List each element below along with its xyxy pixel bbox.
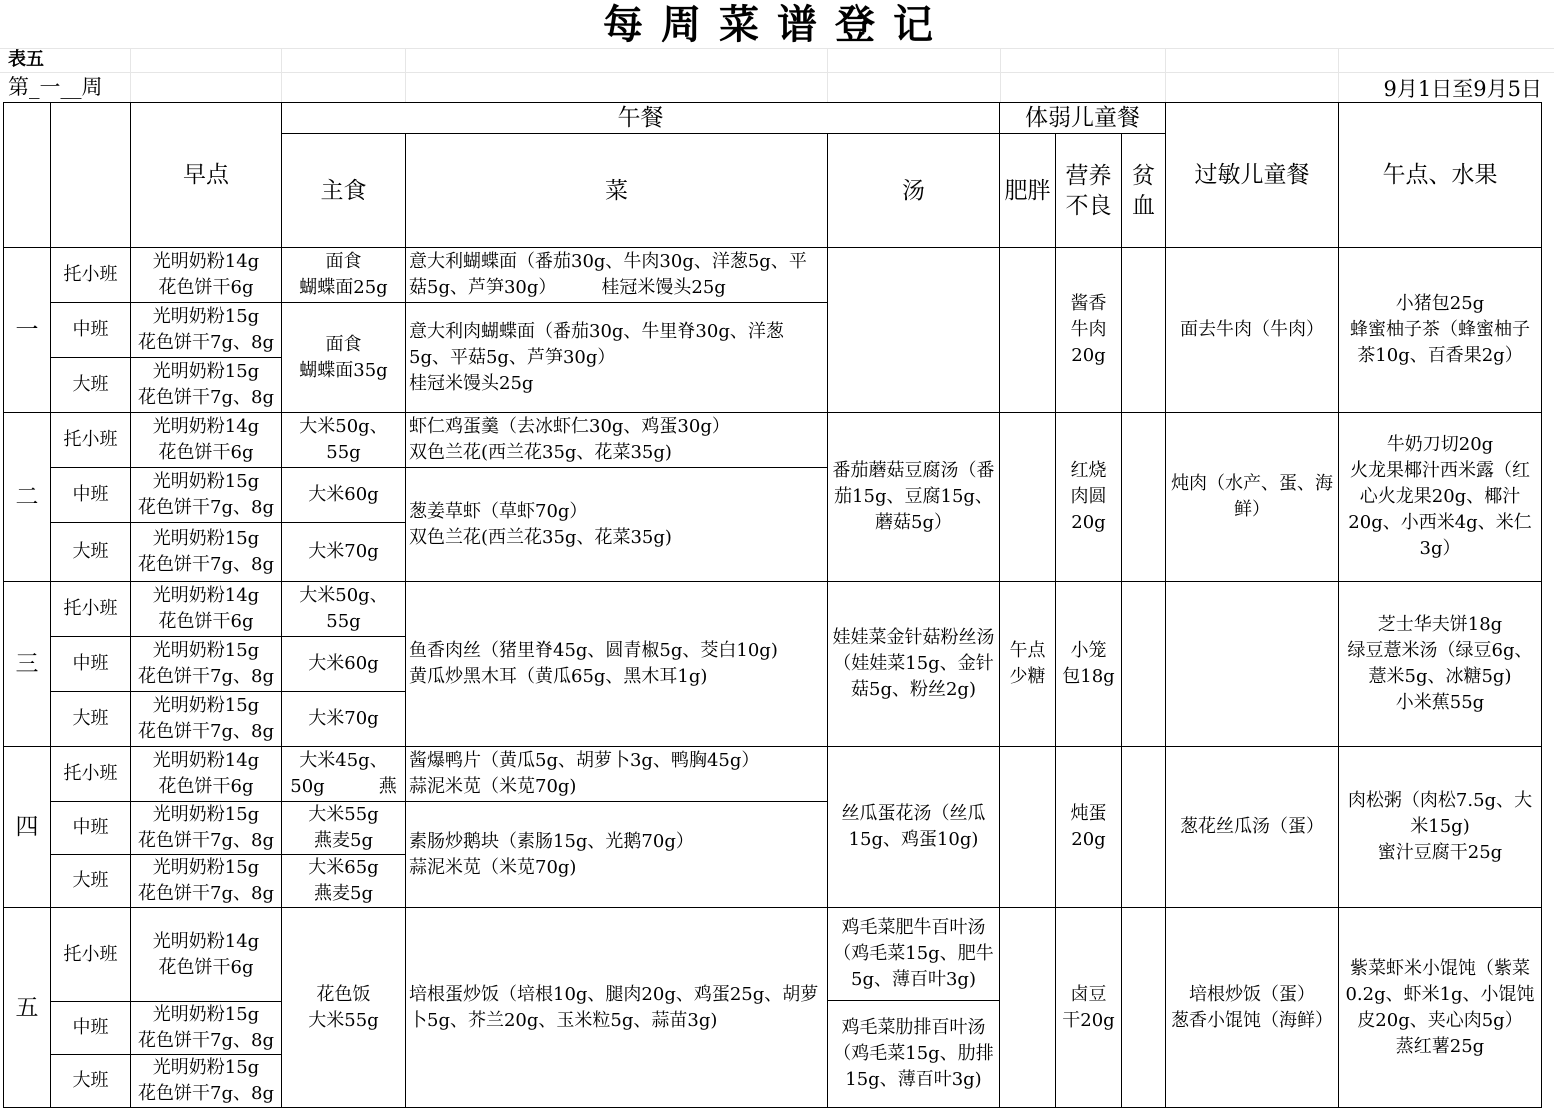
breakfast-cell: 光明奶粉15g 花色饼干7g、8g (131, 468, 282, 523)
anemia-cell (1122, 413, 1166, 582)
breakfast-cell: 光明奶粉15g 花色饼干7g、8g (131, 692, 282, 747)
class-cell: 托小班 (51, 747, 131, 802)
day-cell: 二 (4, 413, 51, 582)
gridline (1000, 48, 1001, 102)
class-cell: 大班 (51, 523, 131, 582)
breakfast-cell: 光明奶粉15g 花色饼干7g、8g (131, 637, 282, 692)
soup-cell: 鸡毛菜肥牛百叶汤（鸡毛菜15g、肥牛5g、薄百叶3g) (828, 908, 1000, 1001)
dish-cell: 意大利蝴蝶面（番茄30g、牛肉30g、洋葱5g、平菇5g、芦笋30g） 桂冠米馒头25g (406, 248, 828, 303)
class-cell: 大班 (51, 692, 131, 747)
breakfast-cell: 光明奶粉15g 花色饼干7g、8g (131, 855, 282, 908)
breakfast-cell: 光明奶粉14g 花色饼干6g (131, 413, 282, 468)
staple-cell: 大米70g (282, 692, 406, 747)
class-cell: 托小班 (51, 908, 131, 1002)
staple-cell: 大米60g (282, 468, 406, 523)
breakfast-cell: 光明奶粉14g 花色饼干6g (131, 908, 282, 1002)
dish-cell: 素肠炒鹅块（素肠15g、光鹅70g） 蒜泥米苋（米苋70g) (406, 802, 828, 908)
class-cell: 托小班 (51, 582, 131, 637)
page-title: 每周菜谱登记 (603, 1, 951, 48)
breakfast-cell: 光明奶粉15g 花色饼干7g、8g (131, 1002, 282, 1055)
gridline (405, 48, 406, 102)
header-obese: 肥胖 (1000, 134, 1056, 248)
header-class (51, 103, 131, 248)
week-label: 第_一__周 (8, 75, 103, 99)
header-dish: 菜 (406, 134, 828, 248)
day-cell: 五 (4, 908, 51, 1108)
snack-cell: 牛奶刀切20g 火龙果椰汁西米露（红心火龙果20g、椰汁20g、小西米4g、米仁3g） (1339, 413, 1542, 582)
malnutrition-cell: 小笼 包18g (1056, 582, 1122, 747)
dish-cell: 虾仁鸡蛋羹（去冰虾仁30g、鸡蛋30g） 双色兰花(西兰花35g、花菜35g) (406, 413, 828, 468)
gridline (827, 48, 828, 102)
breakfast-cell: 光明奶粉15g 花色饼干7g、8g (131, 358, 282, 413)
snack-cell: 芝士华夫饼18g 绿豆薏米汤（绿豆6g、薏米5g、冰糖5g) 小米蕉55g (1339, 582, 1542, 747)
allergy-cell: 葱花丝瓜汤（蛋） (1166, 747, 1339, 908)
breakfast-cell: 光明奶粉15g 花色饼干7g、8g (131, 802, 282, 855)
class-cell: 中班 (51, 1002, 131, 1055)
breakfast-cell: 光明奶粉14g 花色饼干6g (131, 747, 282, 802)
malnutrition-cell: 酱香 牛肉 20g (1056, 248, 1122, 413)
obese-cell (1000, 908, 1056, 1108)
staple-cell: 大米50g、 55g (282, 582, 406, 637)
class-cell: 托小班 (51, 248, 131, 303)
staple-cell: 大米60g (282, 637, 406, 692)
soup-cell: 娃娃菜金针菇粉丝汤（娃娃菜15g、金针菇5g、粉丝2g) (828, 582, 1000, 747)
soup-cell (828, 248, 1000, 413)
day-cell: 三 (4, 582, 51, 747)
gridline (1165, 48, 1166, 102)
allergy-cell: 培根炒饭（蛋） 葱香小馄饨（海鲜） (1166, 908, 1339, 1108)
header-malnutrition: 营养 不良 (1056, 134, 1122, 248)
obese-cell (1000, 248, 1056, 413)
day-cell: 四 (4, 747, 51, 908)
breakfast-cell: 光明奶粉15g 花色饼干7g、8g (131, 303, 282, 358)
snack-cell: 紫菜虾米小馄饨（紫菜0.2g、虾米1g、小馄饨皮20g、夹心肉5g） 蒸红薯25g (1339, 908, 1542, 1108)
obese-cell (1000, 413, 1056, 582)
malnutrition-cell: 卤豆 干20g (1056, 908, 1122, 1108)
gridline (0, 48, 1554, 49)
staple-cell: 大米50g、 55g (282, 413, 406, 468)
anemia-cell (1122, 908, 1166, 1108)
staple-cell: 大米70g (282, 523, 406, 582)
header-weak-meal: 体弱儿童餐 (1000, 103, 1166, 134)
class-cell: 托小班 (51, 413, 131, 468)
dish-cell: 葱姜草虾（草虾70g） 双色兰花(西兰花35g、花菜35g) (406, 468, 828, 582)
gridline (130, 48, 131, 102)
date-range: 9月1日至9月5日 (1383, 77, 1542, 101)
allergy-cell: 面去牛肉（牛肉） (1166, 248, 1339, 413)
staple-cell: 花色饭 大米55g (282, 908, 406, 1108)
header-allergy: 过敏儿童餐 (1166, 103, 1339, 248)
class-cell: 大班 (51, 358, 131, 413)
dish-cell: 鱼香肉丝（猪里脊45g、圆青椒5g、茭白10g) 黄瓜炒黑木耳（黄瓜65g、黑木耳1g) (406, 582, 828, 747)
obese-cell: 午点 少糖 (1000, 582, 1056, 747)
staple-cell: 面食 蝴蝶面35g (282, 303, 406, 413)
dish-cell: 意大利肉蝴蝶面（番茄30g、牛里脊30g、洋葱5g、平菇5g、芦笋30g） 桂冠米馒头25g (406, 303, 828, 413)
breakfast-cell: 光明奶粉14g 花色饼干6g (131, 582, 282, 637)
obese-cell (1000, 747, 1056, 908)
header-breakfast: 早点 (131, 103, 282, 248)
soup-cell: 番茄蘑菇豆腐汤（番茄15g、豆腐15g、蘑菇5g） (828, 413, 1000, 582)
staple-cell: 大米55g 燕麦5g (282, 802, 406, 855)
class-cell: 中班 (51, 802, 131, 855)
table-number: 表五 (8, 49, 44, 70)
menu-table (3, 102, 1542, 1108)
gridline (0, 72, 1554, 73)
header-staple: 主食 (282, 134, 406, 248)
anemia-cell (1122, 248, 1166, 413)
breakfast-cell: 光明奶粉15g 花色饼干7g、8g (131, 523, 282, 582)
class-cell: 大班 (51, 1055, 131, 1108)
allergy-cell (1166, 582, 1339, 747)
snack-cell: 小猪包25g 蜂蜜柚子茶（蜂蜜柚子茶10g、百香果2g） (1339, 248, 1542, 413)
dish-cell: 培根蛋炒饭（培根10g、腿肉20g、鸡蛋25g、胡萝卜5g、芥兰20g、玉米粒5g、蒜苗3g) (406, 908, 828, 1108)
header-anemia: 贫 血 (1122, 134, 1166, 248)
anemia-cell (1122, 582, 1166, 747)
header-soup: 汤 (828, 134, 1000, 248)
soup-cell: 鸡毛菜肋排百叶汤（鸡毛菜15g、肋排15g、薄百叶3g) (828, 1001, 1000, 1108)
breakfast-cell: 光明奶粉15g 花色饼干7g、8g (131, 1055, 282, 1108)
gridline (281, 48, 282, 102)
class-cell: 大班 (51, 855, 131, 908)
day-cell: 一 (4, 248, 51, 413)
staple-cell: 面食 蝴蝶面25g (282, 248, 406, 303)
class-cell: 中班 (51, 637, 131, 692)
dish-cell: 酱爆鸭片（黄瓜5g、胡萝卜3g、鸭胸45g） 蒜泥米苋（米苋70g) (406, 747, 828, 802)
malnutrition-cell: 红烧 肉圆 20g (1056, 413, 1122, 582)
allergy-cell: 炖肉（水产、蛋、海鲜） (1166, 413, 1339, 582)
breakfast-cell: 光明奶粉14g 花色饼干6g (131, 248, 282, 303)
header-snack: 午点、水果 (1339, 103, 1542, 248)
soup-cell: 丝瓜蛋花汤（丝瓜15g、鸡蛋10g) (828, 747, 1000, 908)
staple-cell: 大米45g、 50g 燕 (282, 747, 406, 802)
anemia-cell (1122, 747, 1166, 908)
class-cell: 中班 (51, 468, 131, 523)
snack-cell: 肉松粥（肉松7.5g、大米15g) 蜜汁豆腐干25g (1339, 747, 1542, 908)
class-cell: 中班 (51, 303, 131, 358)
malnutrition-cell: 炖蛋 20g (1056, 747, 1122, 908)
staple-cell: 大米65g 燕麦5g (282, 855, 406, 908)
header-lunch: 午餐 (282, 103, 1000, 134)
header-day (4, 103, 51, 248)
gridline (1338, 48, 1339, 102)
